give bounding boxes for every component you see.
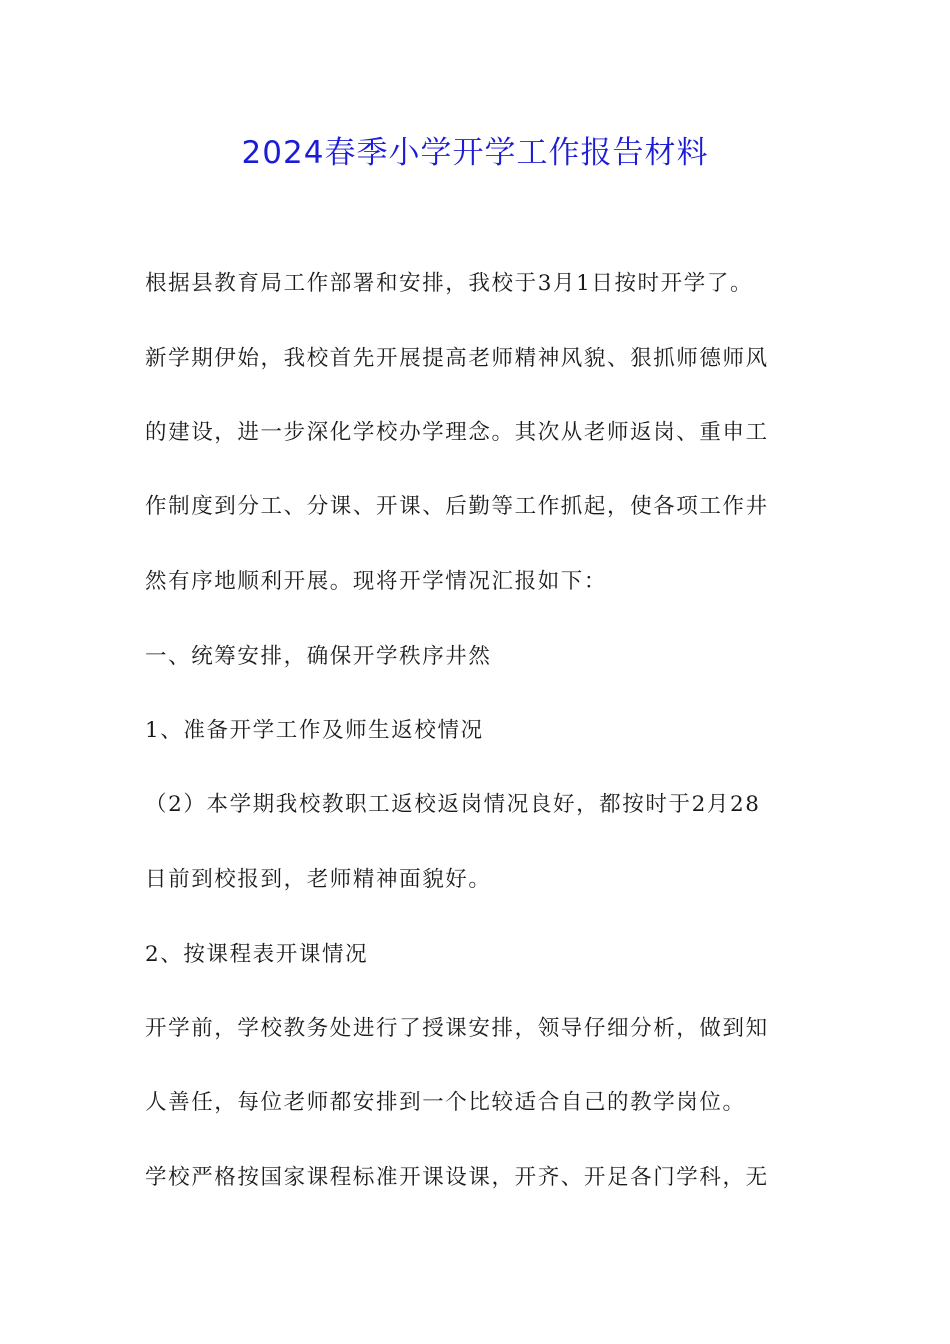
paragraph-line: 新学期伊始，我校首先开展提高老师精神风貌、狠抓师德师风 <box>145 346 769 371</box>
section-heading: 一、统筹安排，确保开学秩序井然 <box>145 644 492 669</box>
subsection-heading: 2、按课程表开课情况 <box>145 942 369 967</box>
paragraph-line: 的建设，进一步深化学校办学理念。其次从老师返岗、重申工 <box>145 420 769 445</box>
paragraph-line: 学校严格按国家课程标准开课设课，开齐、开足各门学科，无 <box>145 1165 769 1190</box>
paragraph-line: 人善任，每位老师都安排到一个比较适合自己的教学岗位。 <box>145 1090 746 1115</box>
subsection-heading: 1、准备开学工作及师生返校情况 <box>145 718 484 743</box>
paragraph-line: 作制度到分工、分课、开课、后勤等工作抓起，使各项工作井 <box>145 494 769 519</box>
paragraph-line: （2）本学期我校教职工返校返岗情况良好，都按时于2月28 <box>145 792 761 817</box>
paragraph-line: 然有序地顺利开展。现将开学情况汇报如下： <box>145 569 608 594</box>
paragraph-line: 根据县教育局工作部署和安排，我校于3月1日按时开学了。 <box>145 271 754 296</box>
document-title: 2024春季小学开学工作报告材料 <box>241 135 709 171</box>
paragraph-line: 日前到校报到，老师精神面貌好。 <box>145 867 492 892</box>
paragraph-line: 开学前，学校教务处进行了授课安排，领导仔细分析，做到知 <box>145 1016 769 1041</box>
